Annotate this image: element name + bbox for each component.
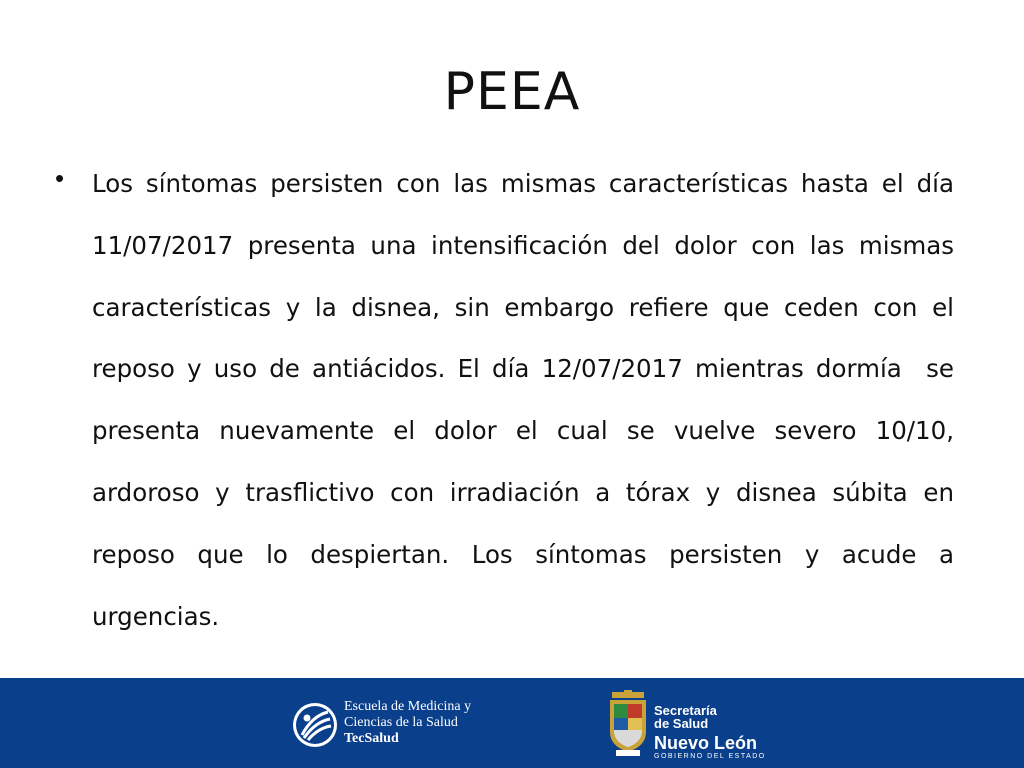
- medical-school-logo-icon: [292, 702, 338, 748]
- state-line1: Secretaría: [654, 703, 717, 718]
- slide-title: PEEA: [443, 62, 581, 122]
- school-name-line3: TecSalud: [344, 731, 399, 746]
- state-health-secretary: [654, 704, 766, 761]
- bullet-point: •: [55, 163, 65, 193]
- state-line4: GOBIERNO DEL ESTADO: [654, 753, 766, 760]
- state-line2: de Salud: [654, 716, 709, 731]
- school-name-line1: Escuela de Medicina y: [344, 699, 472, 714]
- slide-body-text: Los síntomas persisten con las mismas características hasta el día 11/07/2017 presenta una intensificación del dolor con las mismas características y la disnea, sin embargo refiere que ceden con el reposo y uso de antiácidos. El día 12/07/2017 mientras dormía se presenta nuevamente el dolor el cual se vuelve severo 10/10, ardoroso y trasflictivo con irradiación a tórax y disnea súbita en reposo que lo despiertan. Los síntomas persisten y acude a urgencias.: [92, 169, 962, 631]
- school-name-line2: Ciencias de la Salud: [344, 715, 458, 730]
- footer-bar: [0, 678, 1024, 768]
- state-line3: Nuevo León: [654, 733, 758, 753]
- nuevo-leon-seal-icon: [606, 690, 650, 758]
- school-name: [344, 699, 471, 747]
